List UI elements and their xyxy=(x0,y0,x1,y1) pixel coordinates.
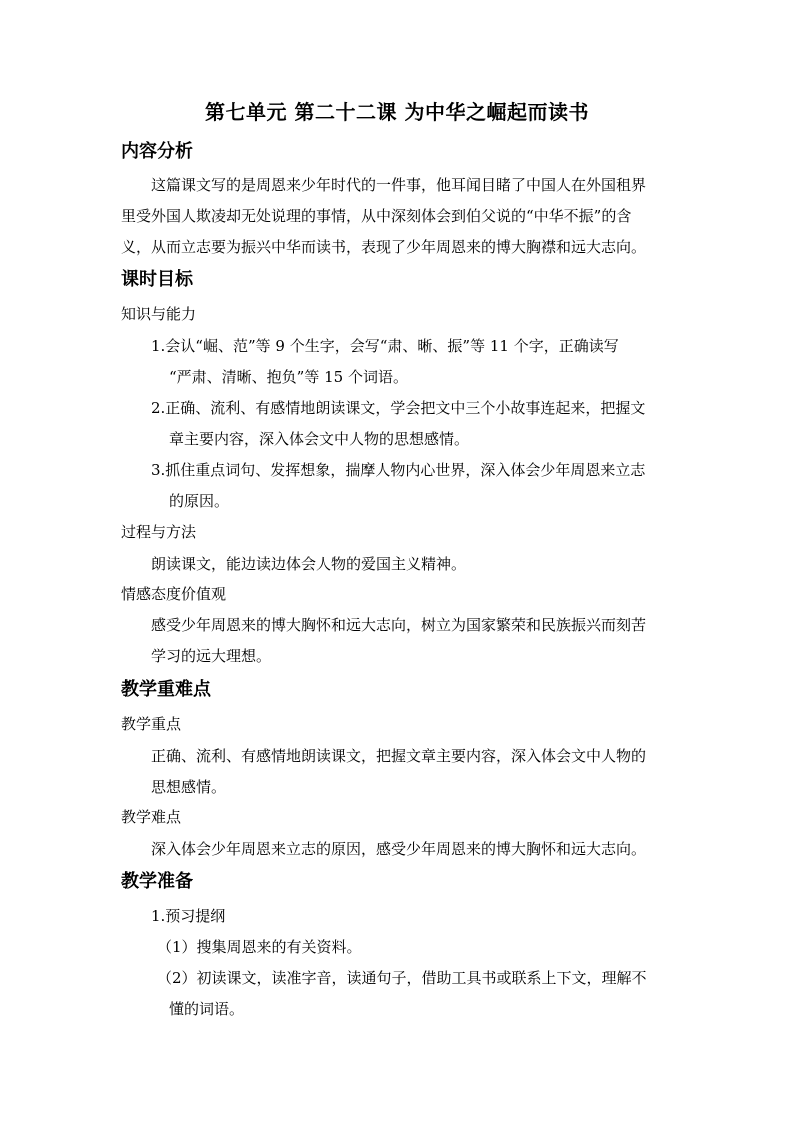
objective-item-1-line-1: 1.会认“崛、范”等 9 个生字，会写“肃、晰、振”等 11 个字，正确读写 xyxy=(151,337,619,355)
focus-line-2: 思想感情。 xyxy=(151,778,227,796)
objective-item-3-line-1: 3.抓住重点词句、发挥想象，揣摩人物内心世界，深入体会少年周恩来立志 xyxy=(151,461,646,479)
emotion-line-1: 感受少年周恩来的博大胸怀和远大志向，树立为国家繁荣和民族振兴而刻苦 xyxy=(151,616,647,634)
preparation-item-1: 1.预习提纲 xyxy=(151,907,226,925)
section-heading-objectives: 课时目标 xyxy=(121,269,193,290)
subheading-process: 过程与方法 xyxy=(121,523,197,541)
section-heading-content-analysis: 内容分析 xyxy=(121,141,193,162)
objective-item-2-line-2: 章主要内容，深入体会文中人物的思想感情。 xyxy=(169,430,470,448)
subheading-focus: 教学重点 xyxy=(121,715,182,733)
page-title: 第七单元 第二十二课 为中华之崛起而读书 xyxy=(205,100,589,124)
objective-item-3 xyxy=(151,455,677,517)
section-heading-key-points: 教学重难点 xyxy=(121,679,211,700)
objective-item-3-line-2: 的原因。 xyxy=(169,492,230,510)
emotion-line-2: 学习的远大理想。 xyxy=(151,647,272,665)
content-analysis-line-3: 义，从而立志要为振兴中华而读书，表现了少年周恩来的博大胸襟和远大志向。 xyxy=(121,238,647,256)
objective-item-2 xyxy=(151,393,677,455)
objective-item-2-line-1: 2.正确、流利、有感情地朗读课文，学会把文中三个小故事连起来，把握文 xyxy=(151,399,646,417)
section-heading-preparation: 教学准备 xyxy=(121,871,193,892)
preparation-sub-item-2-line-1: （2）初读课文，读准字音，读通句子，借助工具书或联系上下文，理解不 xyxy=(157,969,647,987)
process-text: 朗读课文，能边读边体会人物的爱国主义精神。 xyxy=(151,555,467,573)
focus-line-1: 正确、流利、有感情地朗读课文，把握文章主要内容，深入体会文中人物的 xyxy=(151,747,647,765)
content-analysis-line-1: 这篇课文写的是周恩来少年时代的一件事，他耳闻目睹了中国人在外国租界 xyxy=(151,176,647,194)
focus-paragraph xyxy=(121,741,675,803)
content-analysis-paragraph xyxy=(121,170,675,263)
objective-item-1-line-2: “严肃、清晰、抱负”等 15 个词语。 xyxy=(169,368,408,386)
content-analysis-line-2: 里受外国人欺凌却无处说理的事情，从中深刻体会到伯父说的“中华不振”的含 xyxy=(121,207,632,225)
subheading-knowledge: 知识与能力 xyxy=(121,305,197,323)
emotion-paragraph xyxy=(121,610,675,672)
subheading-difficulty: 教学难点 xyxy=(121,808,182,826)
preparation-sub-item-2-line-2: 懂的词语。 xyxy=(169,1000,245,1018)
objective-item-1 xyxy=(151,331,677,393)
preparation-sub-item-1: （1）搜集周恩来的有关资料。 xyxy=(157,938,362,956)
preparation-sub-item-2 xyxy=(157,963,677,1025)
subheading-emotion: 情感态度价值观 xyxy=(121,585,227,603)
difficulty-text: 深入体会少年周恩来立志的原因，感受少年周恩来的博大胸怀和远大志向。 xyxy=(151,840,647,858)
